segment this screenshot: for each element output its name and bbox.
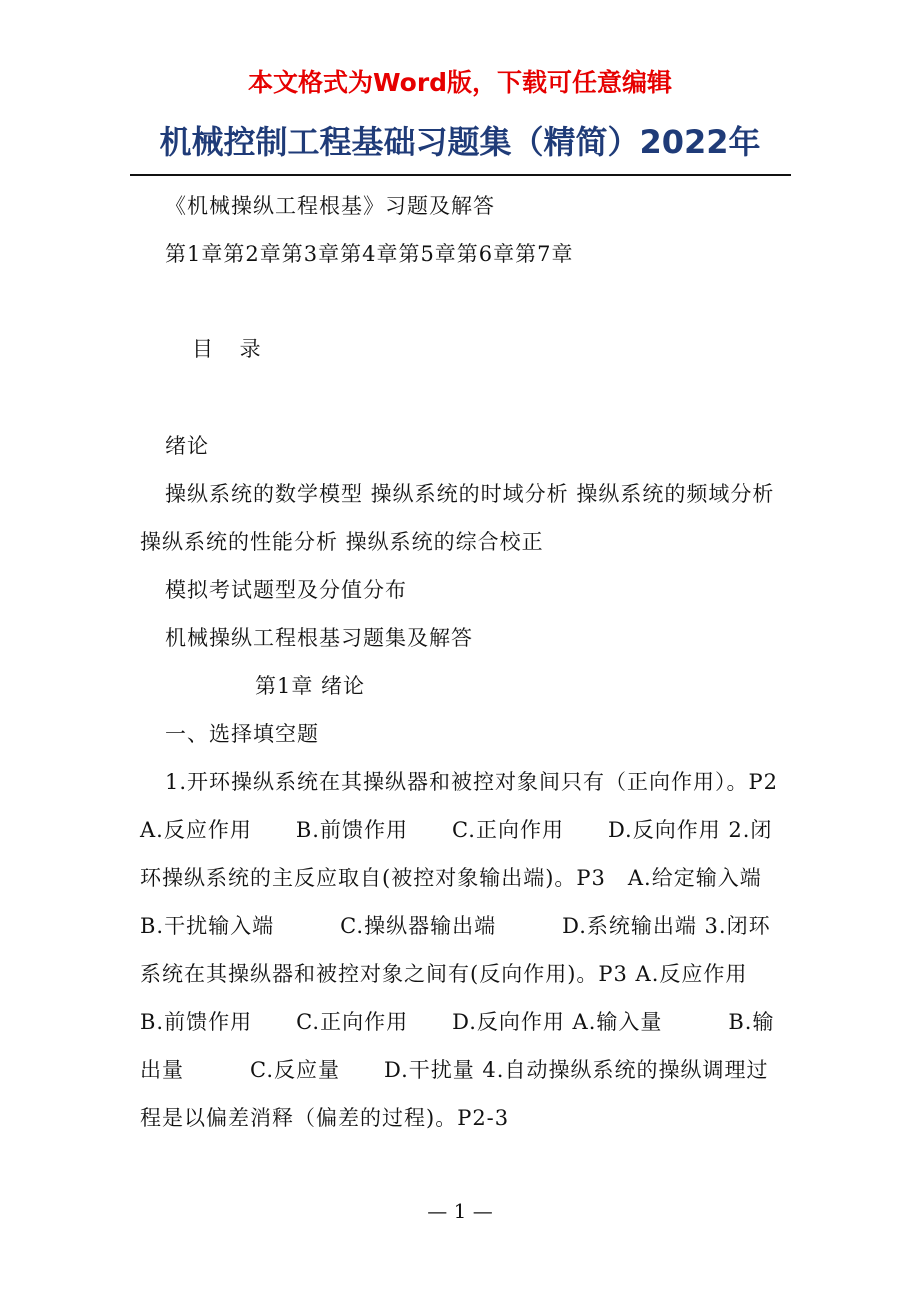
text-line-intro: 绪论	[165, 434, 209, 458]
toc-heading: 目 录	[192, 337, 271, 361]
document-title: 机械控制工程基础习题集（精简）2022年	[159, 123, 761, 161]
text-line-exercise-title: 机械操纵工程根基习题集及解答	[165, 626, 473, 650]
section-heading: 一、选择填空题	[165, 722, 319, 746]
text-line-exam: 模拟考试题型及分值分布	[165, 578, 407, 602]
chapter-heading: 第1章 绪论	[255, 674, 366, 698]
download-banner: 本文格式为Word版，下载可任意编辑	[247, 68, 673, 97]
text-line-chapters: 第1章第2章第3章第4章第5章第6章第7章	[165, 242, 574, 266]
text-line-title-sub: 《机械操纵工程根基》习题及解答	[165, 194, 495, 218]
title-divider	[130, 174, 791, 176]
toc-paragraph: 操纵系统的数学模型 操纵系统的时域分析 操纵系统的频域分析 操纵系统的性能分析 操纵系统的综合校正	[140, 482, 775, 554]
question-paragraph: 1.开环操纵系统在其操纵器和被控对象间只有（正向作用）。P2 A.反应作用 B.前馈作用 C.正向作用 D.反向作用 2.闭环操纵系统的主反应取自(被控对象输出端)。P3 A.给定输入端 B.干扰输入端 C.操纵器输出端 D.系统输出端 3.闭环系统在其操纵器和被控对象之间有(反向作用)。P3 A.反应作用 B.前馈作用 C.正向作用 D.反向作用 A.输入量 B.输出量 C.反应量 D.干扰量 4.自动操纵系统的操纵调理过程是以偏差消释（偏差的过程)。P2-3	[140, 770, 828, 1130]
page-number: — 1 —	[427, 1199, 493, 1223]
